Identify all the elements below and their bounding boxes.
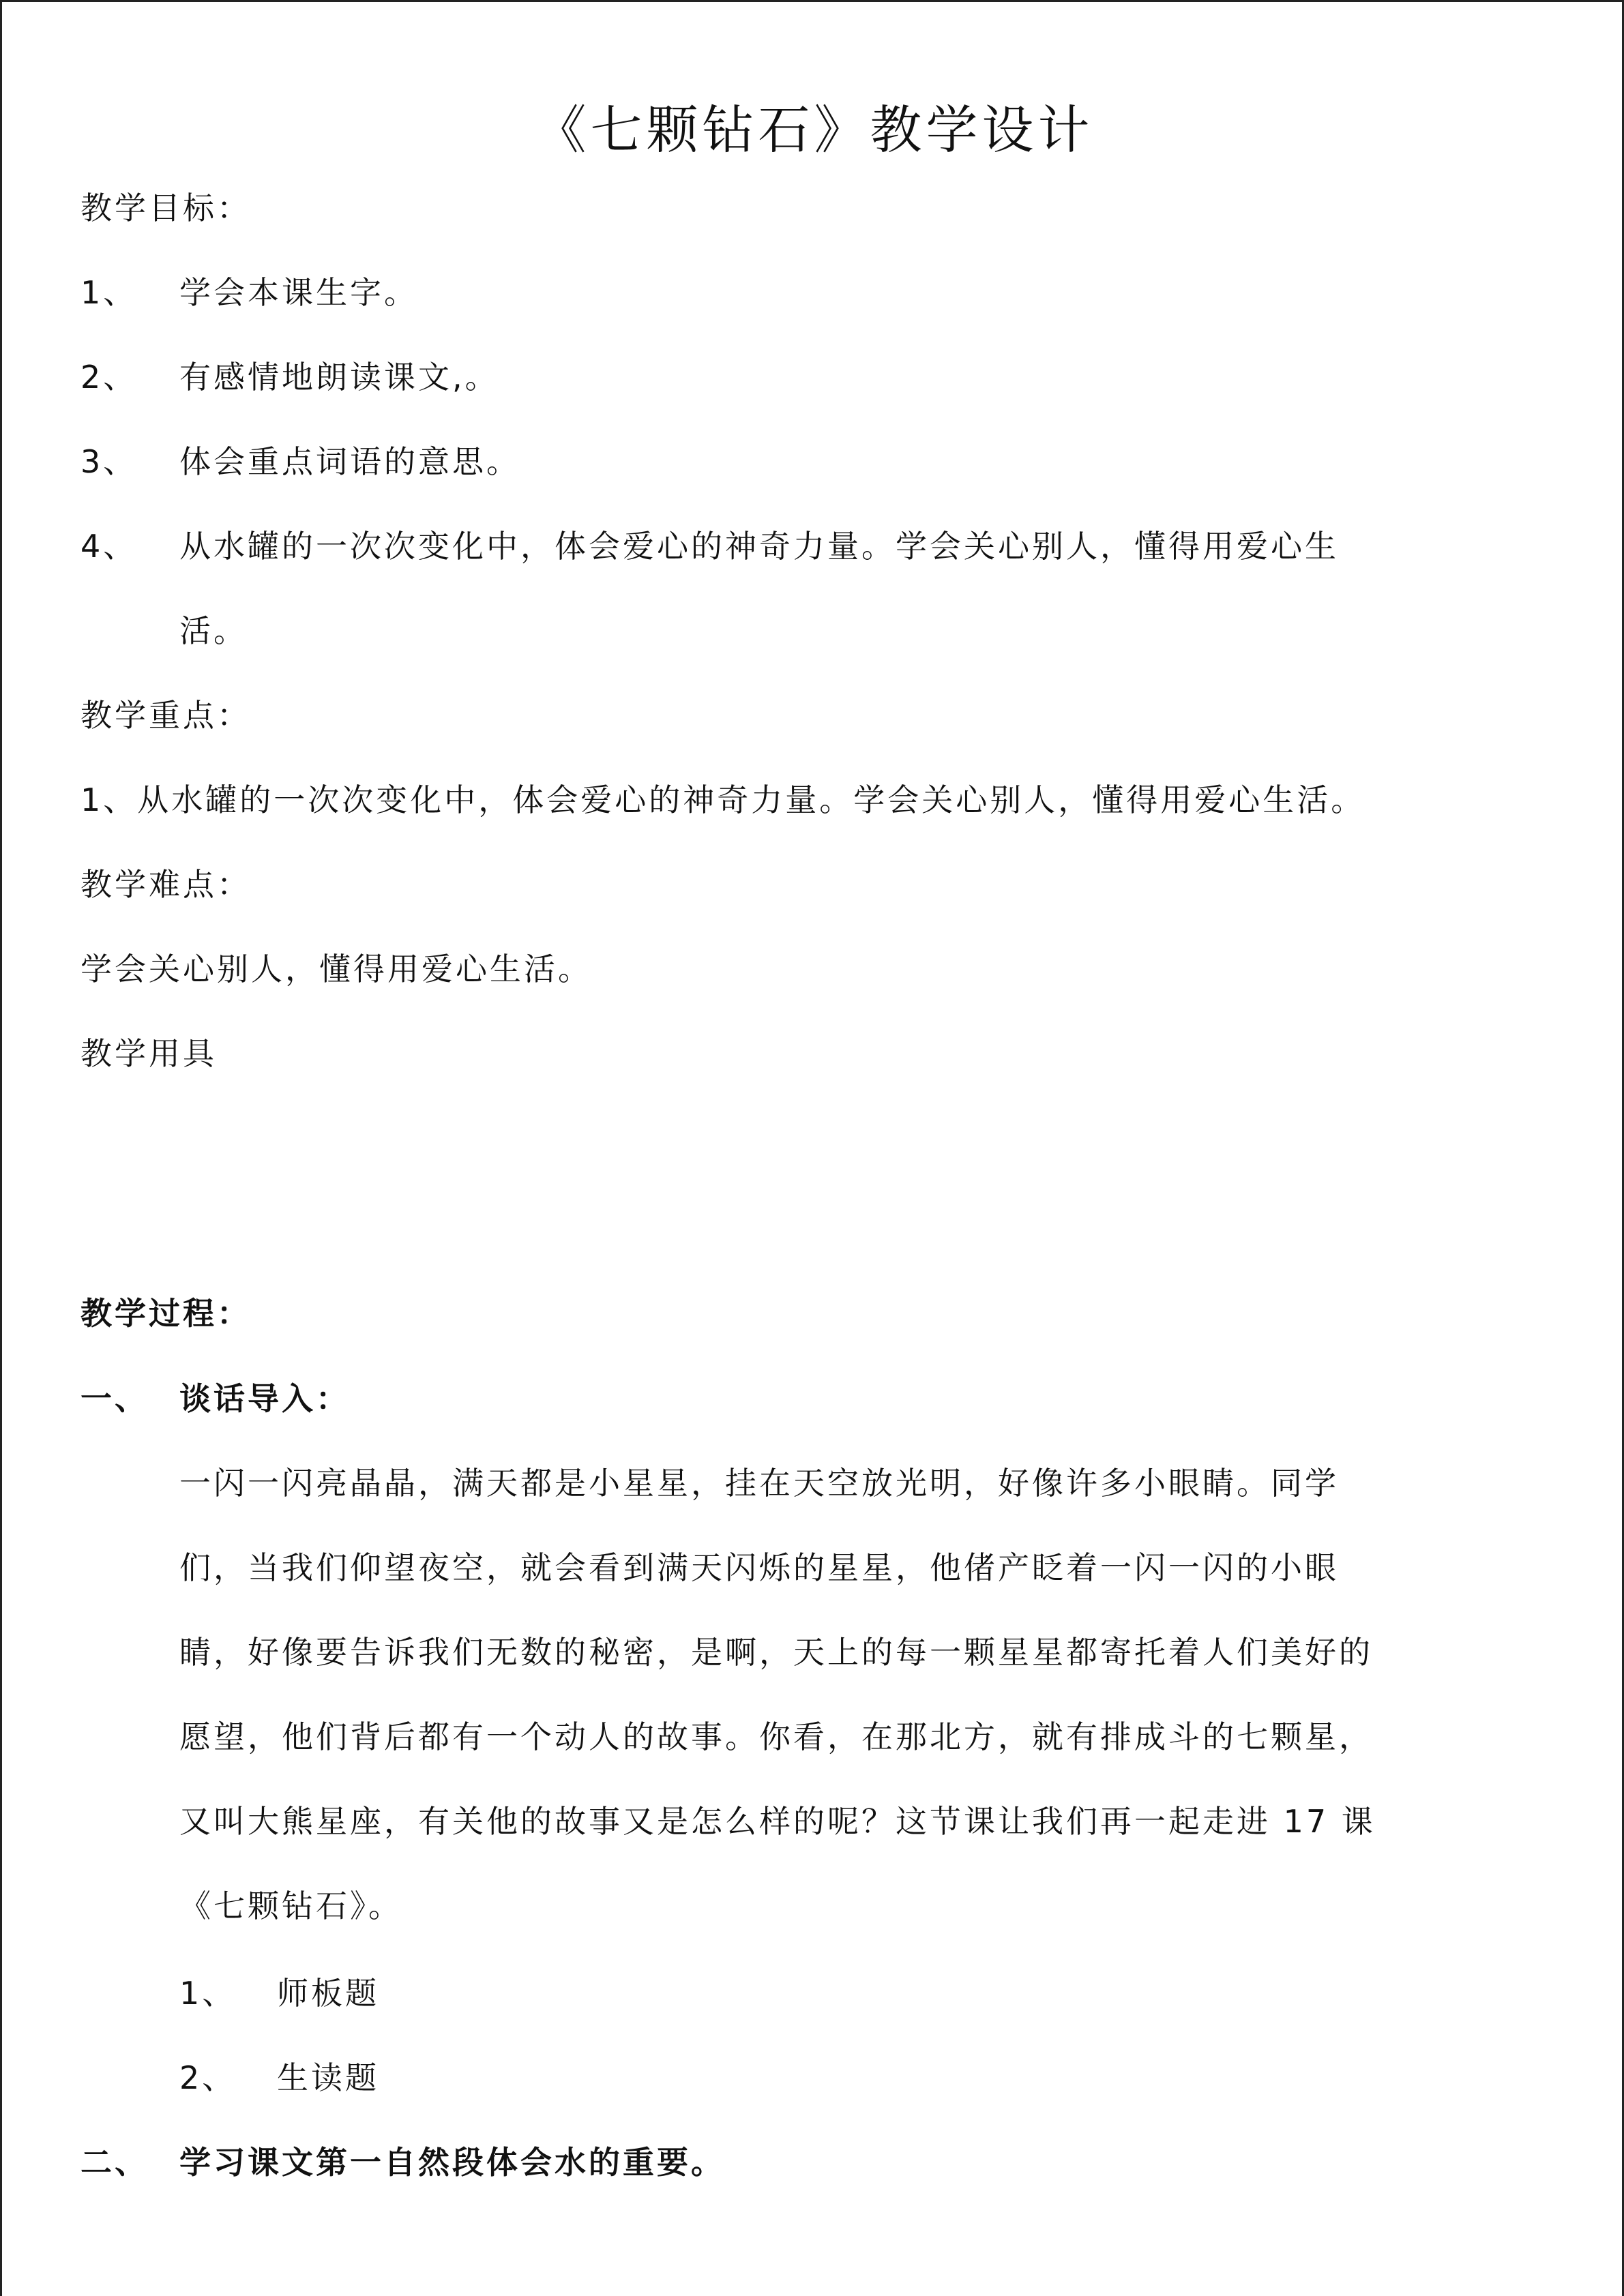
objective-item-2 — [80, 357, 499, 398]
paragraph-line: 睛，好像要告诉我们无数的秘密，是啊，天上的每一颗星星都寄托着人们美好的 — [179, 1634, 1373, 1671]
section-2-heading — [80, 2142, 725, 2183]
step-item-1 — [179, 1973, 379, 2014]
difficulties-heading: 教学难点： — [80, 866, 251, 903]
step-number: 1、 — [179, 1975, 237, 2012]
section-number: 二、 — [80, 2144, 149, 2181]
step-text: 生读题 — [277, 2059, 379, 2096]
paragraph-line: 又叫大熊星座，有关他的故事又是怎么样的呢？这节课让我们再一起走进 17 课 — [179, 1803, 1376, 1840]
tools-heading: 教学用具 — [80, 1035, 217, 1072]
objectives-heading: 教学目标： — [80, 190, 251, 226]
objective-item-1 — [80, 272, 418, 313]
document-title: 《七颗钻石》教学设计 — [534, 100, 1094, 160]
objective-text: 体会重点词语的意思。 — [179, 443, 520, 480]
objective-number: 4、 — [80, 528, 138, 565]
key-points-text: 1、从水罐的一次次变化中，体会爱心的神奇力量。学会关心别人，懂得用爱心生活。 — [80, 781, 1365, 818]
paragraph-line: 们，当我们仰望夜空，就会看到满天闪烁的星星，他偖产眨着一闪一闪的小眼 — [179, 1549, 1339, 1586]
objective-number: 1、 — [80, 274, 138, 311]
objective-number: 3、 — [80, 443, 138, 480]
paragraph-line: 愿望，他们背后都有一个动人的故事。你看，在那北方，就有排成斗的七颗星， — [179, 1718, 1373, 1755]
process-heading: 教学过程： — [80, 1295, 251, 1332]
difficulties-text: 学会关心别人，懂得用爱心生活。 — [80, 951, 592, 987]
paragraph-line: 《七颗钻石》。 — [179, 1888, 402, 1924]
objective-text: 学会本课生字。 — [179, 274, 418, 311]
paragraph-line: 一闪一闪亮晶晶，满天都是小星星，挂在天空放光明，好像许多小眼睛。同学 — [179, 1465, 1339, 1502]
objective-item-3 — [80, 441, 520, 482]
step-text: 师板题 — [277, 1975, 379, 2012]
objective-item-4-continuation: 活。 — [179, 612, 248, 649]
step-item-2 — [179, 2057, 379, 2098]
objective-item-4 — [80, 526, 1339, 567]
objective-text: 从水罐的一次次变化中，体会爱心的神奇力量。学会关心别人，懂得用爱心生 — [179, 528, 1339, 565]
section-title: 谈话导入： — [179, 1380, 350, 1417]
objective-text: 有感情地朗读课文,。 — [179, 359, 499, 396]
step-number: 2、 — [179, 2059, 237, 2096]
objective-number: 2、 — [80, 359, 138, 396]
section-number: 一、 — [80, 1380, 149, 1417]
key-points-heading: 教学重点： — [80, 697, 251, 734]
section-title: 学习课文第一自然段体会水的重要。 — [179, 2144, 725, 2181]
section-1-heading — [80, 1378, 350, 1419]
